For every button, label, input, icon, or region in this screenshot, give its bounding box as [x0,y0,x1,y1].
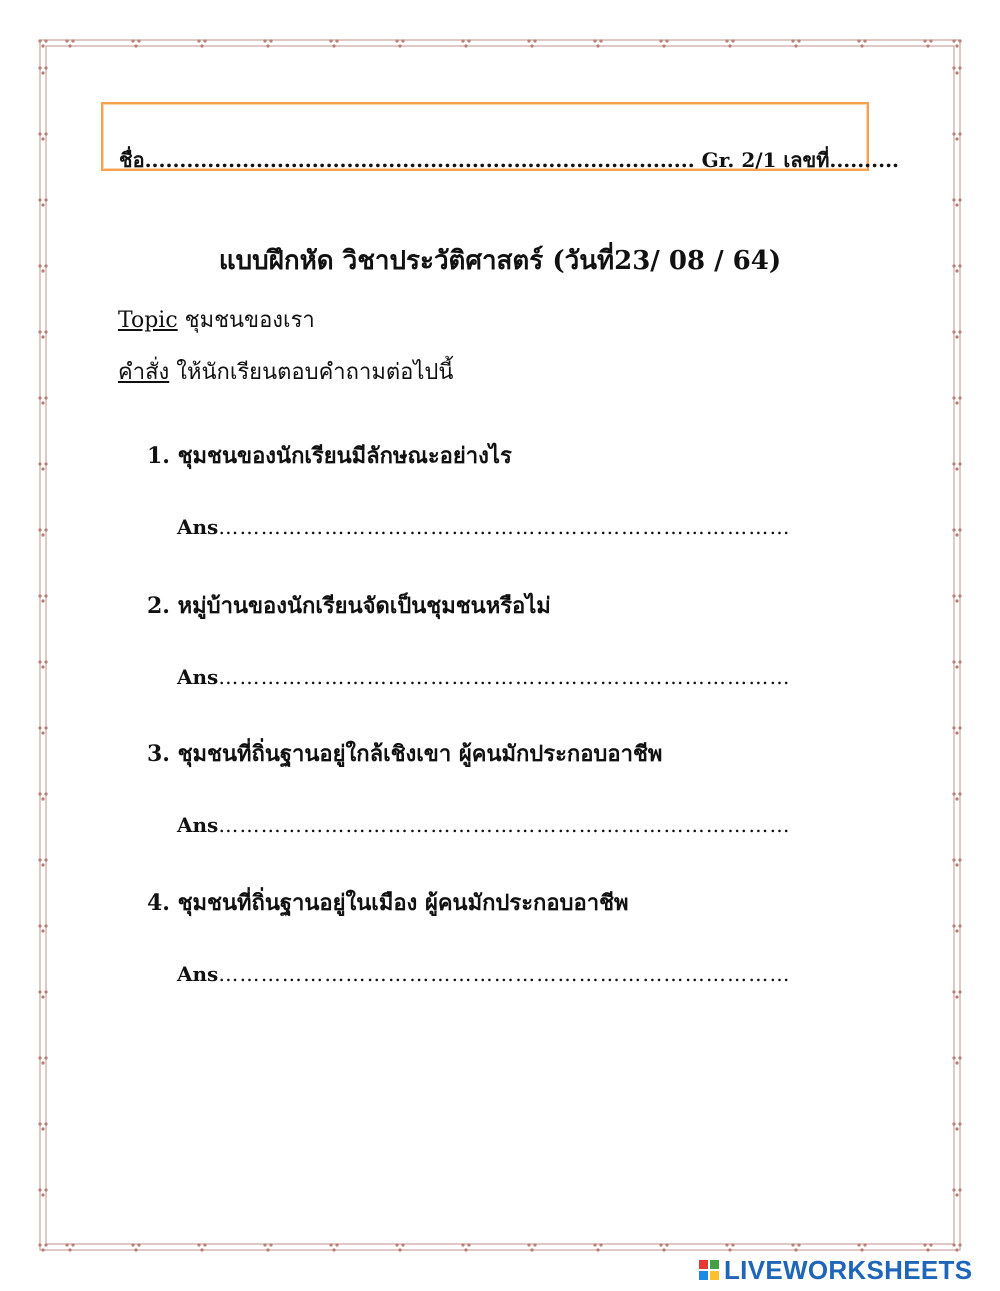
question-2: 2. หมู่บ้านของนักเรียนจัดเป็นชุมชนหรือไม่ [147,593,551,619]
answer-field-1[interactable] [177,515,791,539]
answer-label-2: Ans [177,665,219,689]
question-4: 4. ชุมชนที่ถิ่นฐานอยู่ในเมือง ผู้คนมักประกอบอาชีพ [147,890,629,916]
instruction-label: คำสั่ง [118,360,170,385]
question-3: 3. ชุมชนที่ถิ่นฐานอยู่ใกล้เชิงเขา ผู้คนมักประกอบอาชีพ [147,741,663,767]
answer-label-1: Ans [177,515,219,539]
answer-dots-4: ……………………………………………………………………… [218,962,791,986]
worksheet-title: แบบฝึกหัด วิชาประวัติศาสตร์ (วันที่23/ 08 / 64) [218,246,782,276]
question-1: 1. ชุมชนของนักเรียนมีลักษณะอย่างไร [147,443,512,469]
liveworksheets-logo-icon [698,1259,720,1281]
topic-label: Topic [118,308,178,333]
answer-label-4: Ans [177,962,219,986]
liveworksheets-brand[interactable] [698,1256,972,1284]
topic-text: ชุมชนของเรา [177,308,315,333]
name-grade-number-line[interactable]: ชื่อ............................................................................... Gr. 2/1 เลขที่.......... [119,148,899,172]
brand-text: LIVEWORKSHEETS [724,1254,973,1285]
answer-dots-2: ……………………………………………………………………… [218,665,791,689]
instruction-text: ให้นักเรียนตอบคำถามต่อไปนี้ [169,360,454,385]
answer-field-3[interactable] [177,813,791,837]
answer-label-3: Ans [177,813,219,837]
instruction-line [118,354,453,389]
answer-dots-1: ……………………………………………………………………… [218,515,791,539]
student-info-box [101,102,899,172]
answer-field-4[interactable] [177,962,791,986]
topic-line [118,302,315,337]
answer-dots-3: ……………………………………………………………………… [218,813,791,837]
answer-field-2[interactable] [177,665,791,689]
